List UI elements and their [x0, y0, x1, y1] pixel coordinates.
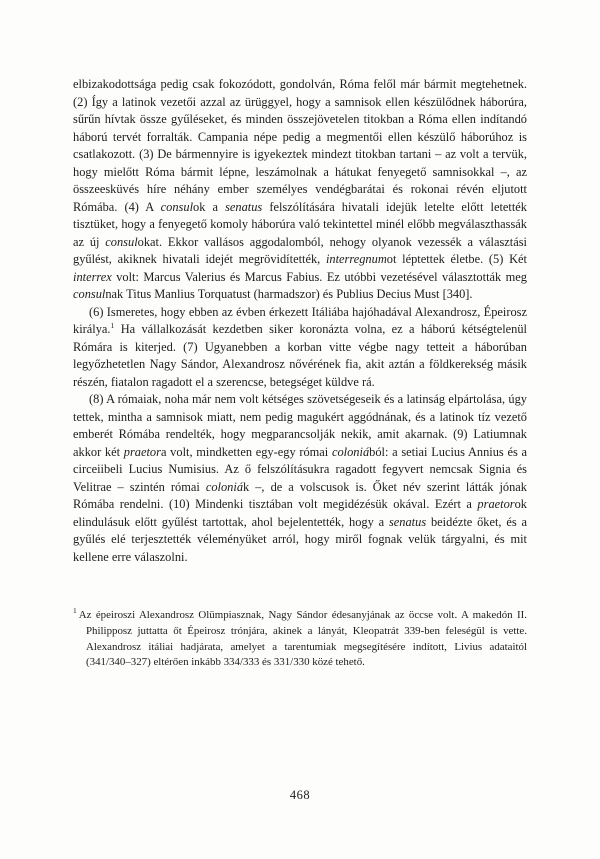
paragraph [73, 76, 527, 304]
text-segment: elbizakodottsága pedig csak fokozódott, gondolván, Róma felől már bármit megtehetnek. (2) Így a latinok vezetői azzal az ürüggyel, hogy a samnisok ellen készülődnek háborúra, sűrűn hívtak össze gyűléseket, és minden összejövetelen titokban a Róma ellen indítandó háború tervét forralták. Campania népe pedig a megmentői ellen készülő háborúhoz is csatlakozott. (3) De bármennyire is igyekeztek mindezt titokban tartani – az volt a tervük, hogy mielőtt Róma bármit lépne, leszámolnak a hátukat fenyegető samnisokkal –, az összeesküvés híre néhány ember személyes vendégbarátai és rokonai révén eljutott Rómába. (4) A [73, 77, 527, 214]
latin-term: consul [160, 199, 194, 214]
latin-term: senatus [388, 514, 427, 529]
text-segment: nak Titus Manlius Torquatust (harmadszor) és Publius Decius Must [340]. [105, 287, 473, 301]
footnote-marker: 1 [73, 606, 77, 616]
text-segment: ok a [193, 199, 226, 214]
latin-term: coloniá [205, 479, 244, 494]
text-segment: volt: Marcus Valerius és Marcus Fabius. Ez utóbbi vezetésével választották meg [111, 269, 527, 284]
text-segment: okat. Ekkor vallásos aggodalomból, nehogy olyanok vezessék a választási gyűlést, akiknek hivatali idejét megrövidítették, [73, 234, 527, 266]
text-segment: Az épeiroszi Alexandrosz Olümpiasznak, Nagy Sándor édesanyjának az öccse volt. A makedón II. Philipposz juttatta őt Épeirosz trónjára, akinek a lányát, Kleopatrát 339-ben feleségül is vette. Alexandrosz itáliai hadjárata, amelyet a tarentumiak megsegítésére indított, Livius adataitól (341/340–327) eltérően inkább 334/333 és 331/330 közé tehető. [78, 609, 527, 669]
latin-term: consul [73, 287, 106, 301]
paragraph [73, 391, 527, 566]
text-segment: (6) Ismeretes, hogy ebben az évben érkezett Itáliába hajóhadával Alexandrosz, Épeirosz királya. [73, 304, 527, 336]
text-segment: beidézte őket, és a gyűlés elé terjesztették véleményüket arról, hogy miről fognak velük tárgyalni, és mit kellene erre válaszolni. [73, 514, 527, 564]
footnote-reference: 1 [110, 320, 115, 330]
latin-term: interregnum [325, 252, 387, 266]
text-segment: k –, de a volscusok is. Őket név szerint látták jónak Rómába rendelni. (10) Mindenki tisztában volt megidézésük okával. Ezért a [73, 479, 527, 511]
latin-term: coloniá [331, 444, 370, 459]
text-segment: ból: a setiai Lucius Annius és a circeiibeli Lucius Numisius. Az ő felszólításukra ragadott fegyvert nemcsak Signia és Velitrae – szintén római [73, 444, 528, 494]
text-segment: felszólítására hivatali idejük letelte előtt letették tisztüket, hogy a fenyegető komoly háborúra való tekintettel minél előbb megválaszthassák az új [73, 199, 527, 249]
text-segment: (8) A rómaiak, noha már nem volt kétséges szövetségeseik és a latinság elpártolása, úgy tettek, mintha a samnisok miatt, nem pedig magukért aggódnának, és a latinok tíz vezető emberét Rómába rendelték, hogy megparancsolják nekik, amit akarnak. (9) Latiumnak akkor két [73, 392, 527, 459]
body-text [73, 76, 527, 566]
latin-term: consul [105, 234, 138, 249]
latin-term: interrex [73, 269, 112, 284]
text-segment: Ha vállalkozását kezdetben siker koronázta volna, ez a háború kétségtelenül Rómára is kiterjed. (7) Ugyanebben a korban vitte végbe nagy tetteit a háborúban legyőzhetetlen Nagy Sándor, Alexandrosz nővérének fia, akit aztán a földkerekség másik részén, fiatalon ragadott el a szerencse, betegséget küldve rá. [73, 322, 527, 389]
footnote [73, 608, 527, 671]
latin-term: praetor [123, 444, 161, 459]
text-segment: a volt, mindketten egy-egy római [160, 444, 332, 459]
page-content [73, 76, 527, 671]
latin-term: praetor [477, 497, 515, 511]
text-segment: ok elindulásuk előtt gyűlést tartottak, ahol bejelentették, hogy a [73, 497, 527, 529]
paragraph [73, 304, 527, 392]
page-number: 468 [289, 788, 311, 802]
text-segment: ot léptettek életbe. (5) Két [386, 252, 527, 266]
latin-term: senatus [225, 199, 263, 214]
